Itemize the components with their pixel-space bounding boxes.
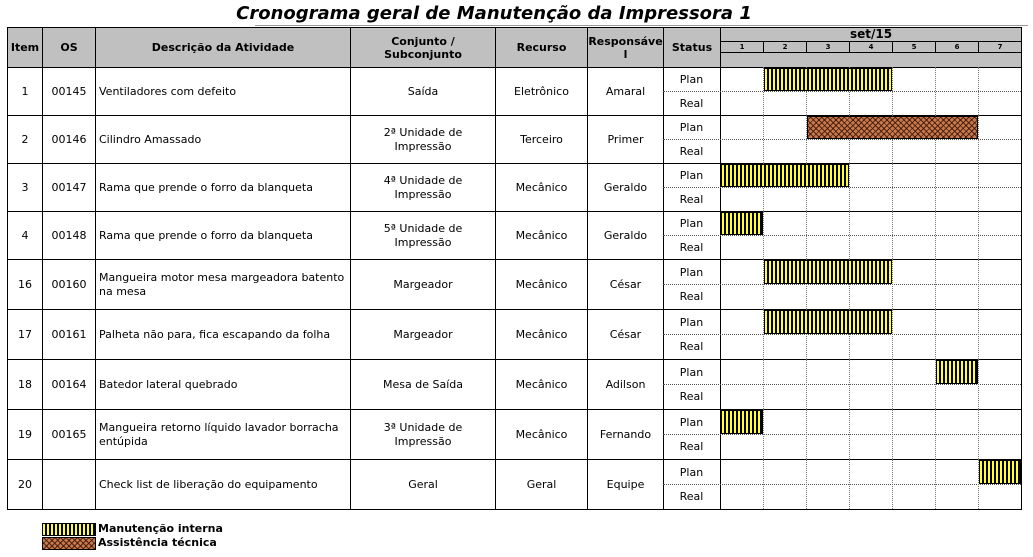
day-divider	[978, 409, 979, 459]
day-divider	[806, 359, 807, 409]
plan-bar-internal	[936, 360, 978, 384]
day-divider	[892, 211, 893, 259]
plan-real-divider	[663, 284, 1021, 285]
day-divider	[978, 359, 979, 409]
descricao-text: Mangueira retorno líquido lavador borracha entúpida	[99, 420, 339, 448]
responsavel-text: César	[609, 327, 642, 341]
status-real: Real	[679, 440, 704, 453]
recurso-text: Mecânico	[515, 180, 568, 194]
os-text: 00148	[51, 228, 87, 242]
descricao-text: Palheta não para, fica escapando da folha	[99, 327, 331, 341]
day-divider	[935, 67, 936, 115]
cell-recurso	[495, 459, 588, 510]
status-plan: Plan	[679, 415, 704, 429]
header-conjunto: Conjunto / Subconjunto	[350, 27, 496, 68]
plan-real-divider	[663, 384, 1021, 385]
header-gantt-blank	[720, 52, 1022, 68]
legend-label-external: Assistência técnica	[98, 536, 217, 549]
cell-item	[7, 259, 43, 310]
item-text: 2	[21, 132, 29, 146]
day-divider	[892, 259, 893, 309]
item-text: 18	[18, 377, 32, 391]
cell-item	[7, 163, 43, 212]
cell-conjunto	[350, 359, 496, 410]
day-divider	[935, 259, 936, 309]
status-real: Real	[679, 340, 704, 353]
status-real: Real	[679, 192, 704, 206]
title-underline	[255, 25, 1028, 26]
status-plan: Plan	[679, 121, 704, 134]
day-divider	[935, 309, 936, 359]
header-responsavel-line1: Responsáve	[588, 34, 663, 48]
cell-responsavel	[587, 309, 664, 360]
cell-descricao	[95, 211, 351, 260]
cell-conjunto	[350, 259, 496, 310]
recurso-text: Mecânico	[515, 327, 568, 341]
day-divider	[935, 211, 936, 259]
os-text: 00145	[51, 84, 87, 98]
day-divider	[978, 115, 979, 163]
os-text: 00161	[51, 327, 87, 341]
day-divider	[978, 67, 979, 115]
cell-os	[42, 409, 96, 460]
item-text: 1	[21, 84, 29, 98]
status-plan: Plan	[679, 265, 704, 279]
plan-bar-internal	[764, 260, 892, 284]
cell-recurso	[495, 259, 588, 310]
conjunto-text: 2ª Unidade de Impressão	[383, 125, 463, 153]
recurso-text: Mecânico	[515, 277, 568, 291]
status-real: Real	[679, 96, 704, 110]
cell-os	[42, 115, 96, 164]
header-day-7: 7	[978, 41, 1022, 53]
cell-os	[42, 259, 96, 310]
cell-descricao	[95, 459, 351, 510]
cell-descricao	[95, 67, 351, 116]
item-text: 20	[18, 477, 32, 491]
conjunto-text: 3ª Unidade de Impressão	[383, 420, 463, 448]
cell-item	[7, 409, 43, 460]
header-responsavel-line2: l	[623, 47, 628, 61]
header-responsavel	[587, 27, 664, 68]
header-status: Status	[663, 27, 721, 68]
plan-bar-internal	[721, 164, 849, 187]
cell-recurso	[495, 163, 588, 212]
cell-recurso	[495, 115, 588, 164]
recurso-text: Mecânico	[515, 228, 568, 242]
day-divider	[849, 459, 850, 509]
plan-real-divider	[663, 187, 1021, 188]
responsavel-text: César	[609, 277, 642, 291]
conjunto-text: Mesa de Saída	[383, 377, 463, 391]
cell-item	[7, 309, 43, 360]
day-divider	[892, 163, 893, 211]
cell-os	[42, 163, 96, 212]
status-real: Real	[679, 240, 704, 254]
cell-conjunto	[350, 459, 496, 510]
item-text: 19	[18, 427, 32, 441]
cell-os	[42, 309, 96, 360]
status-real: Real	[679, 144, 704, 158]
plan-real-divider	[663, 434, 1021, 435]
conjunto-text: Geral	[408, 477, 438, 491]
cell-item	[7, 67, 43, 116]
cell-recurso	[495, 67, 588, 116]
day-divider	[978, 211, 979, 259]
header-item: Item	[7, 27, 43, 68]
item-text: 4	[21, 228, 29, 242]
header-day-2: 2	[763, 41, 807, 53]
item-text: 16	[18, 277, 32, 291]
cell-conjunto	[350, 67, 496, 116]
plan-bar-internal	[979, 460, 1021, 484]
day-divider	[892, 459, 893, 509]
legend-label-internal: Manutenção interna	[98, 522, 223, 535]
header-day-4: 4	[849, 41, 893, 53]
cell-responsavel	[587, 459, 664, 510]
status-plan: Plan	[679, 73, 704, 86]
cell-conjunto	[350, 211, 496, 260]
cell-responsavel	[587, 259, 664, 310]
plan-real-divider	[663, 484, 1021, 485]
header-day-3: 3	[806, 41, 850, 53]
day-divider	[763, 409, 764, 459]
os-text: 00165	[51, 427, 87, 441]
recurso-text: Eletrônico	[514, 84, 569, 98]
day-divider	[849, 409, 850, 459]
descricao-text: Ventiladores com defeito	[99, 84, 237, 98]
day-divider	[806, 409, 807, 459]
header-os: OS	[42, 27, 96, 68]
day-divider	[935, 409, 936, 459]
cell-conjunto	[350, 309, 496, 360]
day-divider	[978, 259, 979, 309]
descricao-text: Cilindro Amassado	[99, 132, 202, 146]
cell-conjunto	[350, 115, 496, 164]
day-divider	[849, 163, 850, 211]
plan-real-divider	[663, 139, 1021, 140]
responsavel-text: Amaral	[605, 84, 646, 98]
cell-descricao	[95, 409, 351, 460]
status-real: Real	[679, 290, 704, 303]
legend-swatch-external	[42, 537, 96, 550]
cell-recurso	[495, 309, 588, 360]
status-real: Real	[679, 490, 704, 503]
day-divider	[892, 409, 893, 459]
header-day-6: 6	[935, 41, 979, 53]
plan-bar-internal	[721, 410, 763, 434]
cell-item	[7, 359, 43, 410]
day-divider	[935, 459, 936, 509]
conjunto-text: Margeador	[393, 327, 453, 341]
responsavel-text: Equipe	[606, 477, 645, 491]
day-divider	[763, 359, 764, 409]
page-title: Cronograma geral de Manutenção da Impressora 1	[236, 3, 752, 24]
cell-responsavel	[587, 409, 664, 460]
responsavel-text: Geraldo	[603, 180, 648, 194]
day-divider	[978, 309, 979, 359]
cell-responsavel	[587, 67, 664, 116]
responsavel-text: Adilson	[605, 377, 646, 391]
plan-bar-internal	[721, 212, 763, 235]
cell-descricao	[95, 309, 351, 360]
cell-recurso	[495, 409, 588, 460]
status-real: Real	[679, 390, 704, 403]
header-recurso: Recurso	[495, 27, 588, 68]
header-month: set/15	[720, 27, 1022, 42]
plan-real-divider	[663, 235, 1021, 236]
recurso-text: Mecânico	[515, 427, 568, 441]
cell-item	[7, 459, 43, 510]
conjunto-text: Saída	[407, 84, 439, 98]
cell-os	[42, 459, 96, 510]
cell-responsavel	[587, 115, 664, 164]
cell-recurso	[495, 359, 588, 410]
status-plan: Plan	[679, 315, 704, 329]
cell-responsavel	[587, 163, 664, 212]
day-divider	[892, 309, 893, 359]
day-divider	[763, 211, 764, 259]
header-day-1: 1	[720, 41, 764, 53]
conjunto-text: Margeador	[393, 277, 453, 291]
os-text: 00164	[51, 377, 87, 391]
cell-descricao	[95, 163, 351, 212]
plan-real-divider	[663, 334, 1021, 335]
legend-swatch-internal	[42, 523, 96, 536]
responsavel-text: Geraldo	[603, 228, 648, 242]
cell-os	[42, 67, 96, 116]
plan-bar-internal	[764, 310, 892, 334]
cell-descricao	[95, 115, 351, 164]
cell-os	[42, 359, 96, 410]
conjunto-text: 4ª Unidade de Impressão	[383, 173, 463, 201]
item-text: 17	[18, 327, 32, 341]
descricao-text: Batedor lateral quebrado	[99, 377, 238, 391]
os-text: 00160	[51, 277, 87, 291]
day-divider	[892, 359, 893, 409]
plan-bar-external	[807, 116, 978, 139]
header-day-5: 5	[892, 41, 936, 53]
status-plan: Plan	[679, 217, 704, 230]
day-divider	[849, 359, 850, 409]
recurso-text: Mecânico	[515, 377, 568, 391]
cell-conjunto	[350, 163, 496, 212]
cell-descricao	[95, 259, 351, 310]
cell-os	[42, 211, 96, 260]
os-text: 00147	[51, 180, 87, 194]
header-descricao: Descrição da Atividade	[95, 27, 351, 68]
status-plan: Plan	[679, 169, 704, 182]
day-divider	[763, 115, 764, 163]
status-plan: Plan	[679, 465, 704, 479]
responsavel-text: Primer	[607, 132, 644, 146]
descricao-text: Rama que prende o forro da blanqueta	[99, 228, 313, 242]
day-divider	[806, 459, 807, 509]
plan-bar-internal	[764, 68, 892, 91]
cell-conjunto	[350, 409, 496, 460]
conjunto-text: 5ª Unidade de Impressão	[383, 221, 463, 249]
descricao-text: Rama que prende o forro da blanqueta	[99, 180, 313, 194]
day-divider	[892, 67, 893, 115]
plan-real-divider	[663, 91, 1021, 92]
day-divider	[935, 163, 936, 211]
recurso-text: Geral	[526, 477, 557, 491]
descricao-text: Check list de liberação do equipamento	[99, 477, 318, 491]
descricao-text: Mangueira motor mesa margeadora batento na mesa	[99, 270, 345, 298]
status-plan: Plan	[679, 365, 704, 379]
day-divider	[849, 211, 850, 259]
cell-responsavel	[587, 359, 664, 410]
os-text: 00146	[51, 132, 87, 146]
cell-item	[7, 115, 43, 164]
item-text: 3	[21, 180, 29, 194]
recurso-text: Terceiro	[520, 132, 563, 146]
day-divider	[806, 211, 807, 259]
day-divider	[763, 459, 764, 509]
cell-responsavel	[587, 211, 664, 260]
cell-descricao	[95, 359, 351, 410]
cell-item	[7, 211, 43, 260]
cell-recurso	[495, 211, 588, 260]
day-divider	[978, 163, 979, 211]
responsavel-text: Fernando	[599, 427, 652, 441]
